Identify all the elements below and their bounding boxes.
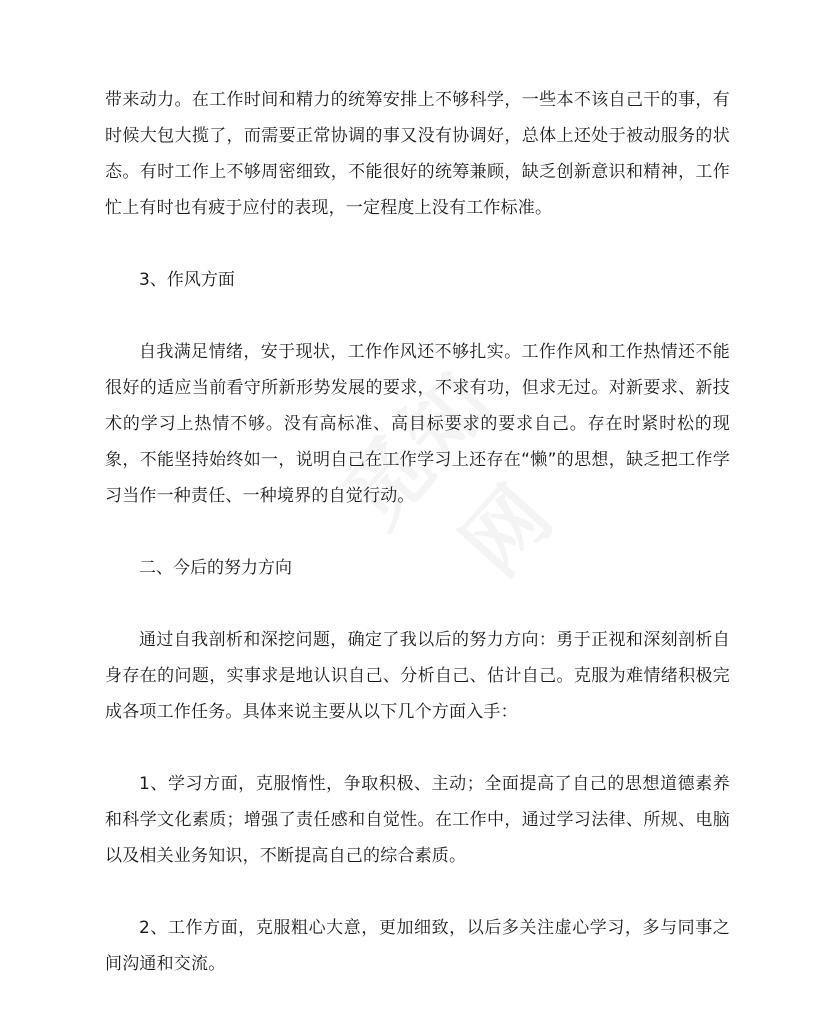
document-body	[105, 82, 730, 1018]
paragraph-work-arrangement: 带来动力。在工作时间和精力的统筹安排上不够科学，一些本不该自己干的事，有时候大包大揽了，而需要正常协调的事又没有协调好，总体上还处于被动服务的状态。有时工作上不够周密细致，不能很好的统筹兼顾，缺乏创新意识和精神，工作忙上有时也有疲于应付的表现，一定程度上没有工作标准。	[105, 90, 730, 218]
heading-future-direction: 二、今后的努力方向	[139, 558, 292, 578]
heading-work-style: 3、作风方面	[139, 270, 235, 290]
paragraph-work-style: 自我满足情绪，安于现状，工作作风还不够扎实。工作作风和工作热情还不能很好的适应当前看守所新形势发展的要求，不求有功，但求无过。对新要求、新技术的学习上热情不够。没有高标准、高目标要求的要求自己。存在时紧时松的现象，不能坚持始终如一，说明自己在工作学习上还存在“懒”的思想，缺乏把工作学习当作一种责任、一种境界的自觉行动。	[105, 342, 730, 506]
paragraph-work: 2、工作方面，克服粗心大意，更加细致，以后多关注虚心学习，多与同事之间沟通和交流。	[105, 918, 730, 974]
paragraph-study: 1、学习方面，克服惰性，争取积极、主动；全面提高了自己的思想道德素养和科学文化素质；增强了责任感和自觉性。在工作中，通过学习法律、所规、电脑以及相关业务知识，不断提高自己的综合素质。	[105, 774, 730, 866]
paragraph-future-direction: 通过自我剖析和深挖问题，确定了我以后的努力方向：勇于正视和深刻剖析自身存在的问题，实事求是地认识自己、分析自己、估计自己。克服为难情绪积极完成各项工作任务。具体来说主要从以下几个方面入手：	[105, 630, 730, 722]
